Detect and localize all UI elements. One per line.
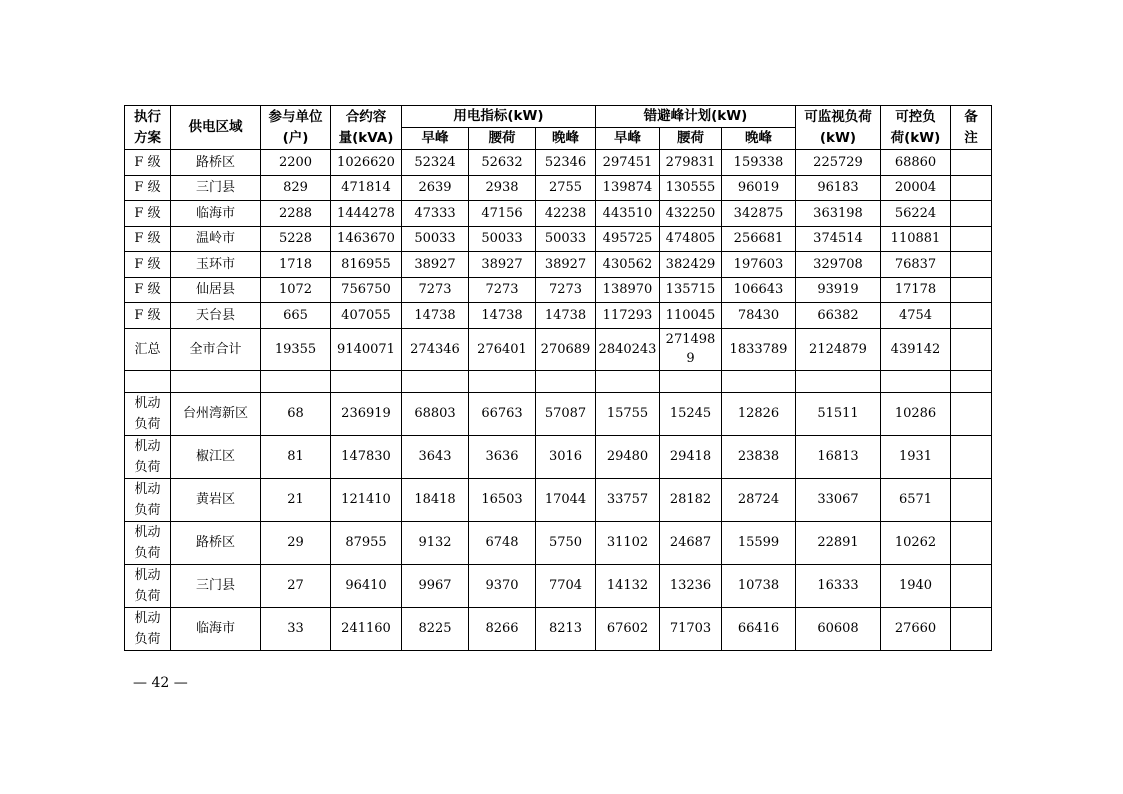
cell-control: 20004	[881, 175, 951, 201]
table-row	[125, 521, 992, 564]
cell-usage-midday: 3636	[469, 435, 536, 478]
cell-shift-morning: 430562	[596, 252, 660, 278]
empty-cell	[722, 370, 796, 392]
cell-usage-midday: 9370	[469, 564, 536, 607]
cell-remark	[951, 564, 992, 607]
cell-remark	[951, 607, 992, 650]
cell-usage-midday: 16503	[469, 478, 536, 521]
cell-shift-midday: 28182	[660, 478, 722, 521]
header-remark: 备 注	[951, 106, 992, 150]
cell-units: 829	[261, 175, 331, 201]
cell-plan: 汇总	[125, 328, 171, 370]
table-row	[125, 435, 992, 478]
cell-monitor: 51511	[796, 392, 881, 435]
cell-usage-evening: 7273	[536, 277, 596, 303]
header-shift-midday: 腰荷	[660, 128, 722, 150]
empty-cell	[402, 370, 469, 392]
cell-control: 110881	[881, 226, 951, 252]
cell-shift-evening: 78430	[722, 303, 796, 329]
cell-area: 黄岩区	[171, 478, 261, 521]
cell-shift-morning: 14132	[596, 564, 660, 607]
cell-usage-morning: 274346	[402, 328, 469, 370]
cell-capacity: 241160	[331, 607, 402, 650]
cell-control: 4754	[881, 303, 951, 329]
table-row	[125, 277, 992, 303]
cell-control: 27660	[881, 607, 951, 650]
cell-area: 仙居县	[171, 277, 261, 303]
cell-usage-midday: 50033	[469, 226, 536, 252]
header-usage-group: 用电指标(kW)	[402, 106, 596, 128]
cell-control: 76837	[881, 252, 951, 278]
cell-shift-evening: 96019	[722, 175, 796, 201]
cell-shift-evening: 1833789	[722, 328, 796, 370]
cell-usage-midday: 7273	[469, 277, 536, 303]
cell-plan: F 级	[125, 303, 171, 329]
cell-capacity: 471814	[331, 175, 402, 201]
cell-usage-evening: 50033	[536, 226, 596, 252]
cell-remark	[951, 478, 992, 521]
cell-shift-morning: 33757	[596, 478, 660, 521]
cell-plan: F 级	[125, 150, 171, 176]
cell-plan-line: 机动	[134, 567, 161, 583]
cell-shift-morning: 2840243	[596, 328, 660, 370]
cell-shift-evening: 159338	[722, 150, 796, 176]
cell-usage-midday: 276401	[469, 328, 536, 370]
header-capacity: 合约容 量(kVA)	[331, 106, 402, 150]
cell-usage-midday: 47156	[469, 201, 536, 227]
empty-cell	[881, 370, 951, 392]
cell-shift-midday: 382429	[660, 252, 722, 278]
header-usage-midday: 腰荷	[469, 128, 536, 150]
cell-plan	[125, 392, 171, 435]
cell-area: 三门县	[171, 175, 261, 201]
header-units: 参与单位 (户)	[261, 106, 331, 150]
cell-capacity: 816955	[331, 252, 402, 278]
cell-remark	[951, 277, 992, 303]
empty-cell	[536, 370, 596, 392]
cell-control: 56224	[881, 201, 951, 227]
cell-remark	[951, 201, 992, 227]
cell-shift-morning: 297451	[596, 150, 660, 176]
header-control: 可控负 荷(kW)	[881, 106, 951, 150]
cell-shift-evening: 28724	[722, 478, 796, 521]
cell-plan: F 级	[125, 226, 171, 252]
cell-area: 天台县	[171, 303, 261, 329]
cell-plan-line: 负荷	[134, 545, 161, 561]
cell-shift-morning: 31102	[596, 521, 660, 564]
cell-usage-midday: 66763	[469, 392, 536, 435]
cell-monitor: 16813	[796, 435, 881, 478]
cell-remark	[951, 252, 992, 278]
cell-usage-midday: 8266	[469, 607, 536, 650]
cell-usage-midday: 14738	[469, 303, 536, 329]
cell-plan-line: 机动	[134, 610, 161, 626]
empty-cell	[796, 370, 881, 392]
cell-units: 33	[261, 607, 331, 650]
table-row	[125, 392, 992, 435]
cell-shift-evening: 342875	[722, 201, 796, 227]
cell-shift-midday: 432250	[660, 201, 722, 227]
cell-usage-morning: 8225	[402, 607, 469, 650]
cell-units: 665	[261, 303, 331, 329]
empty-cell	[596, 370, 660, 392]
cell-usage-evening: 17044	[536, 478, 596, 521]
cell-shift-evening: 23838	[722, 435, 796, 478]
table-row	[125, 607, 992, 650]
cell-area: 全市合计	[171, 328, 261, 370]
cell-control: 17178	[881, 277, 951, 303]
cell-units: 2200	[261, 150, 331, 176]
cell-usage-morning: 3643	[402, 435, 469, 478]
cell-area: 温岭市	[171, 226, 261, 252]
cell-units: 1072	[261, 277, 331, 303]
cell-usage-evening: 57087	[536, 392, 596, 435]
cell-capacity: 121410	[331, 478, 402, 521]
cell-area: 路桥区	[171, 521, 261, 564]
cell-capacity: 1026620	[331, 150, 402, 176]
cell-shift-evening: 15599	[722, 521, 796, 564]
cell-units: 2288	[261, 201, 331, 227]
cell-usage-evening: 38927	[536, 252, 596, 278]
cell-shift-evening: 197603	[722, 252, 796, 278]
empty-cell	[951, 370, 992, 392]
cell-shift-midday: 271498 9	[660, 328, 722, 370]
cell-monitor: 329708	[796, 252, 881, 278]
cell-capacity: 407055	[331, 303, 402, 329]
header-area: 供电区域	[171, 106, 261, 150]
cell-monitor: 96183	[796, 175, 881, 201]
cell-monitor: 22891	[796, 521, 881, 564]
table-row	[125, 201, 992, 227]
cell-remark	[951, 521, 992, 564]
header-shift-evening: 晚峰	[722, 128, 796, 150]
cell-remark	[951, 175, 992, 201]
header-usage-evening: 晚峰	[536, 128, 596, 150]
cell-monitor: 16333	[796, 564, 881, 607]
header-shift-group: 错避峰计划(kW)	[596, 106, 796, 128]
cell-usage-morning: 7273	[402, 277, 469, 303]
cell-usage-evening: 270689	[536, 328, 596, 370]
cell-shift-evening: 66416	[722, 607, 796, 650]
cell-usage-morning: 38927	[402, 252, 469, 278]
table-header	[125, 106, 992, 150]
cell-capacity: 756750	[331, 277, 402, 303]
cell-plan	[125, 521, 171, 564]
page-number: — 42 —	[133, 675, 188, 691]
cell-plan-line: 负荷	[134, 416, 161, 432]
cell-remark	[951, 226, 992, 252]
cell-plan: F 级	[125, 201, 171, 227]
cell-monitor: 33067	[796, 478, 881, 521]
cell-usage-evening: 8213	[536, 607, 596, 650]
cell-usage-evening: 2755	[536, 175, 596, 201]
cell-plan: F 级	[125, 252, 171, 278]
cell-shift-morning: 138970	[596, 277, 660, 303]
empty-cell	[171, 370, 261, 392]
cell-plan-line: 负荷	[134, 502, 161, 518]
cell-shift-midday: 474805	[660, 226, 722, 252]
cell-area: 台州湾新区	[171, 392, 261, 435]
cell-units: 21	[261, 478, 331, 521]
summary-row	[125, 328, 992, 370]
cell-shift-morning: 67602	[596, 607, 660, 650]
cell-control: 68860	[881, 150, 951, 176]
cell-area: 椒江区	[171, 435, 261, 478]
cell-usage-morning: 52324	[402, 150, 469, 176]
cell-plan-line: 机动	[134, 481, 161, 497]
cell-plan-line: 机动	[134, 395, 161, 411]
empty-separator-row	[125, 370, 992, 392]
cell-units: 68	[261, 392, 331, 435]
empty-cell	[125, 370, 171, 392]
table-row	[125, 175, 992, 201]
cell-monitor: 374514	[796, 226, 881, 252]
cell-control: 10286	[881, 392, 951, 435]
cell-capacity: 147830	[331, 435, 402, 478]
cell-usage-evening: 42238	[536, 201, 596, 227]
header-monitor: 可监视负荷 (kW)	[796, 106, 881, 150]
cell-usage-evening: 3016	[536, 435, 596, 478]
cell-usage-evening: 14738	[536, 303, 596, 329]
cell-capacity: 1444278	[331, 201, 402, 227]
cell-control: 1940	[881, 564, 951, 607]
header-shift-morning: 早峰	[596, 128, 660, 150]
cell-usage-midday: 2938	[469, 175, 536, 201]
cell-control: 6571	[881, 478, 951, 521]
cell-shift-evening: 12826	[722, 392, 796, 435]
cell-units: 1718	[261, 252, 331, 278]
f-level-rows	[125, 150, 992, 329]
cell-usage-morning: 9967	[402, 564, 469, 607]
table-row	[125, 564, 992, 607]
cell-plan-line: 机动	[134, 438, 161, 454]
empty-cell	[261, 370, 331, 392]
cell-shift-midday: 71703	[660, 607, 722, 650]
cell-remark	[951, 435, 992, 478]
cell-area: 玉环市	[171, 252, 261, 278]
cell-shift-midday: 24687	[660, 521, 722, 564]
empty-cell	[660, 370, 722, 392]
table-row	[125, 226, 992, 252]
cell-usage-evening: 7704	[536, 564, 596, 607]
cell-shift-morning: 495725	[596, 226, 660, 252]
cell-shift-evening: 256681	[722, 226, 796, 252]
cell-remark	[951, 328, 992, 370]
cell-plan-line: 负荷	[134, 459, 161, 475]
cell-usage-morning: 2639	[402, 175, 469, 201]
cell-usage-morning: 18418	[402, 478, 469, 521]
cell-usage-morning: 9132	[402, 521, 469, 564]
cell-plan: F 级	[125, 175, 171, 201]
summary-rows	[125, 328, 992, 392]
cell-remark	[951, 150, 992, 176]
cell-monitor: 93919	[796, 277, 881, 303]
cell-usage-midday: 6748	[469, 521, 536, 564]
cell-shift-morning: 139874	[596, 175, 660, 201]
empty-cell	[469, 370, 536, 392]
cell-units: 5228	[261, 226, 331, 252]
cell-usage-midday: 52632	[469, 150, 536, 176]
cell-shift-morning: 117293	[596, 303, 660, 329]
cell-shift-midday: 15245	[660, 392, 722, 435]
cell-usage-morning: 14738	[402, 303, 469, 329]
cell-control: 10262	[881, 521, 951, 564]
cell-usage-morning: 50033	[402, 226, 469, 252]
cell-shift-midday: 130555	[660, 175, 722, 201]
cell-usage-morning: 68803	[402, 392, 469, 435]
cell-shift-morning: 15755	[596, 392, 660, 435]
table-row	[125, 150, 992, 176]
load-shedding-table	[124, 105, 992, 651]
header-plan: 执行 方案	[125, 106, 171, 150]
cell-control: 439142	[881, 328, 951, 370]
cell-plan	[125, 435, 171, 478]
cell-monitor: 225729	[796, 150, 881, 176]
cell-shift-evening: 10738	[722, 564, 796, 607]
cell-usage-evening: 52346	[536, 150, 596, 176]
cell-usage-midday: 38927	[469, 252, 536, 278]
table-row	[125, 303, 992, 329]
cell-monitor: 66382	[796, 303, 881, 329]
cell-remark	[951, 392, 992, 435]
cell-monitor: 2124879	[796, 328, 881, 370]
cell-capacity: 236919	[331, 392, 402, 435]
cell-shift-morning: 443510	[596, 201, 660, 227]
cell-area: 路桥区	[171, 150, 261, 176]
cell-units: 27	[261, 564, 331, 607]
cell-plan-line: 负荷	[134, 631, 161, 647]
cell-capacity: 1463670	[331, 226, 402, 252]
cell-capacity: 9140071	[331, 328, 402, 370]
cell-monitor: 60608	[796, 607, 881, 650]
empty-cell	[331, 370, 402, 392]
cell-shift-midday: 110045	[660, 303, 722, 329]
table-row	[125, 478, 992, 521]
cell-units: 19355	[261, 328, 331, 370]
cell-plan	[125, 564, 171, 607]
cell-area: 临海市	[171, 201, 261, 227]
cell-usage-morning: 47333	[402, 201, 469, 227]
cell-area: 临海市	[171, 607, 261, 650]
cell-shift-morning: 29480	[596, 435, 660, 478]
cell-monitor: 363198	[796, 201, 881, 227]
cell-remark	[951, 303, 992, 329]
cell-area: 三门县	[171, 564, 261, 607]
header-usage-morning: 早峰	[402, 128, 469, 150]
table-row	[125, 252, 992, 278]
cell-plan	[125, 478, 171, 521]
cell-plan-line: 负荷	[134, 588, 161, 604]
cell-plan: F 级	[125, 277, 171, 303]
cell-capacity: 96410	[331, 564, 402, 607]
cell-shift-midday: 279831	[660, 150, 722, 176]
cell-shift-midday: 135715	[660, 277, 722, 303]
cell-plan	[125, 607, 171, 650]
cell-control: 1931	[881, 435, 951, 478]
cell-units: 29	[261, 521, 331, 564]
mobile-load-rows	[125, 392, 992, 650]
cell-shift-midday: 13236	[660, 564, 722, 607]
cell-plan-line: 机动	[134, 524, 161, 540]
cell-units: 81	[261, 435, 331, 478]
cell-capacity: 87955	[331, 521, 402, 564]
cell-shift-evening: 106643	[722, 277, 796, 303]
cell-usage-evening: 5750	[536, 521, 596, 564]
cell-shift-midday: 29418	[660, 435, 722, 478]
